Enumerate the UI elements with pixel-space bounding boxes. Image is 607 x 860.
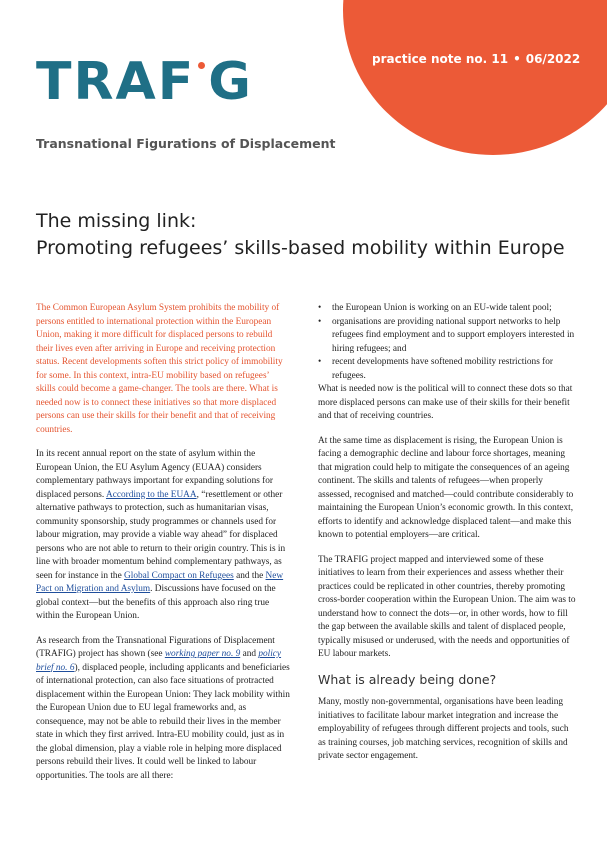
left-column — [36, 302, 290, 794]
tools-list — [318, 302, 576, 383]
paragraph-demographics: At the same time as displacement is rising, the European Union is facing a demographic decline and labour force shortages, meaning that migration could help to mitigate the consequences of an ageing continent. The skills and talents of refugees—when properly assessed, recognised and matched—could contribute considerably to maintaining the European Union’s economic growth. In this context, efforts to identify and acknowledge displaced talent—and make this known to potential employers—are critical. — [318, 435, 574, 540]
list-item: • organisations are providing national support networks to help refugees find employment and to support employers interested in hiring refugees; and — [318, 316, 576, 357]
policy-brief-link[interactable]: policy brief no. 6 — [36, 649, 282, 673]
paragraph-text: and the — [236, 570, 264, 581]
project-subtitle: Transnational Figurations of Displacement — [36, 136, 336, 151]
global-compact-link[interactable]: Global Compact on Refugees — [124, 570, 234, 581]
list-item: • the European Union is working on an EU-wide talent pool; — [318, 302, 576, 316]
paragraph-text: , “resettlement or other alternative pathways to protection, such as humanitarian visas, community sponsorship, study programmes or channels used for labour migration, may provide a viable way ahead” for displaced persons who are not able to return to their origin country. This is in line with broader momentum behind complementary pathways, as seen for instance in the — [36, 489, 286, 581]
title-line-1: The missing link: — [36, 210, 197, 232]
paragraph-text: As research from the Transnational Figurations of Displacement (TRAFIG) project has shown (see — [36, 635, 275, 659]
paragraph-political-will: What is needed now is the political will to connect these dots so that more displaced persons can make use of their skills for their benefit and that of receiving countries. — [318, 384, 573, 421]
paragraph-text: ), displaced people, including applicants and beneficiaries of international protection, can also face situations of protracted displacement within the European Union: They lack mobility within the European Union due to EU legal frameworks and, as consequence, may not be able to rebuild their lives in the member state in which they first arrived. Intra-EU mobility could, just as in the global dimension, play a viable role in helping more displaced persons rebuild their lives. It could well be linked to labour opportunities. The tools are all there: — [36, 662, 290, 781]
paragraph-research — [36, 635, 290, 784]
paragraph-text: and — [242, 649, 257, 659]
paragraph-text: . Discussions have focused on the global context—but the benefits of this approach also ring true within the European Union. — [36, 584, 276, 621]
page-title — [36, 208, 596, 262]
logo-text-right: G — [208, 52, 253, 112]
intro-paragraph: The Common European Asylum System prohibits the mobility of persons entitled to international protection within the European Union, making it more difficult for displaced persons to rebuild their lives even after arriving in Europe and receiving protection status. Recent developments soften this strict policy of immobility for some. In this context, intra-EU mobility based on refugees’ skills could become a game-changer. The tools are there. What is needed now is to connect these initiatives so that more displaced persons can use their skills for their benefit and that of receiving countries. — [36, 303, 283, 435]
logo-text-left: TRAF — [36, 52, 196, 112]
paragraph-initiatives: Many, mostly non-governmental, organisations have been leading initiatives to facilitate labour market integration and increase the employability of refugees through different projects and tools, such as training courses, job matching services, recognition of skills and private sector engagement. — [318, 697, 569, 761]
new-pact-link[interactable]: New Pact on Migration and Asylum — [36, 570, 284, 594]
working-paper-link[interactable]: working paper no. 9 — [164, 649, 241, 659]
logo-dot-icon — [198, 62, 205, 69]
issue-date: 06/2022 — [525, 52, 581, 66]
trafig-logo — [36, 52, 253, 112]
paragraph-trafig-project: The TRAFIG project mapped and interviewed some of these initiatives to learn from their experiences and assess whether their practices could be replicated in other countries, thereby promoting cross-border cooperation within the European Union. The aim was to understand how to connect the dots—or, in other words, how to fill the gap between the available skills and talent of displaced people, typically misused or underused, with the needs and opportunities of EU labour markets. — [318, 554, 576, 659]
separator-dot: • — [513, 52, 521, 66]
list-item: • recent developments have softened mobility restrictions for refugees. — [318, 356, 576, 383]
issue-label — [372, 52, 580, 66]
right-column — [318, 302, 576, 775]
paragraph-text: In its recent annual report on the state of asylum within the European Union, the EU Asylum Agency (EUAA) considers complementary pathways important for expanding solutions for displaced persons. — [36, 449, 274, 500]
paragraph-euaa — [36, 448, 290, 624]
euaa-link[interactable]: According to the EUAA — [105, 489, 197, 500]
section-heading: What is already being done? — [318, 671, 497, 687]
issue-number: practice note no. 11 — [372, 52, 509, 66]
title-line-2: Promoting refugees’ skills-based mobility within Europe — [36, 237, 565, 259]
decorative-orange-circle — [343, 0, 607, 155]
